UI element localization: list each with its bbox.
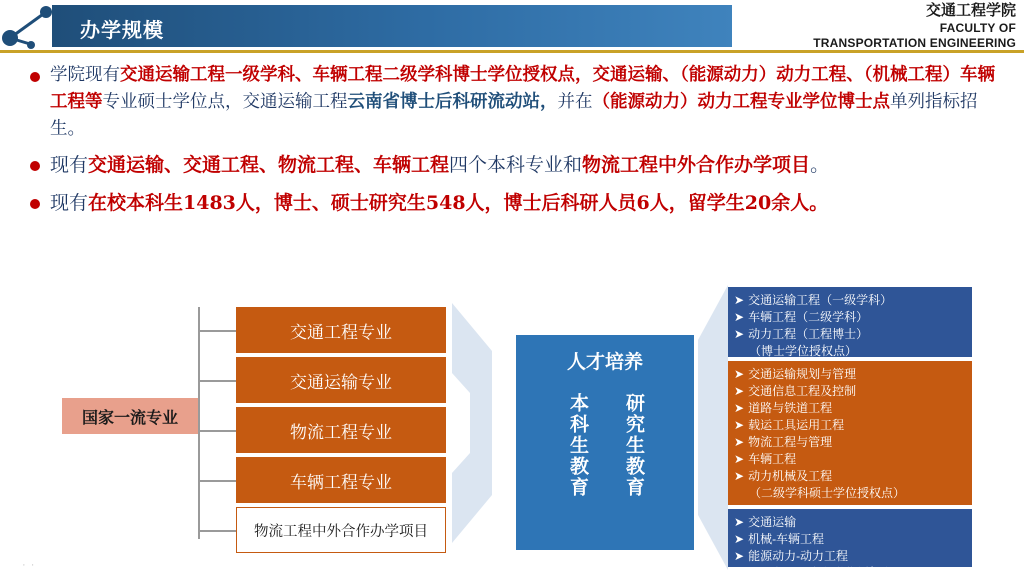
program-structure-diagram — [0, 285, 1024, 581]
chevron-right-icon: ➤ — [734, 549, 745, 564]
major-box-1[interactable]: 交通工程专业 — [236, 307, 446, 354]
connector-branch — [198, 380, 236, 382]
program-item — [734, 343, 966, 360]
connector-branch — [198, 530, 236, 532]
master-discipline-programs-box — [728, 361, 972, 505]
bullet-text-3 — [50, 189, 1010, 218]
connector-line — [198, 307, 238, 539]
program-item — [734, 531, 966, 548]
program-item-label: 交通运输工程（一级学科） — [748, 293, 893, 307]
connector-branch — [198, 330, 236, 332]
institution-name-en-line1: FACULTY OF — [939, 20, 1016, 35]
major-box-2[interactable]: 交通运输专业 — [236, 357, 446, 404]
talent-cultivation-box — [516, 335, 694, 550]
list-item — [18, 151, 1010, 180]
arrow-to-programs-icon — [694, 285, 728, 570]
decorative-node-icon — [0, 0, 60, 52]
bullet-dot-icon — [30, 199, 40, 209]
chevron-right-icon: ➤ — [734, 418, 745, 433]
program-item — [734, 417, 966, 434]
doctoral-programs-box — [728, 287, 972, 357]
program-item — [734, 548, 966, 565]
program-item — [734, 451, 966, 468]
program-item — [734, 400, 966, 417]
chevron-right-icon: ➤ — [734, 452, 745, 467]
program-item-label: 能源动力-动力工程 — [748, 549, 849, 564]
major-box-3[interactable]: 物流工程专业 — [236, 407, 446, 454]
program-item — [734, 468, 966, 485]
text-segment: 现有 — [50, 154, 89, 177]
footer-mark: · · — [22, 559, 36, 571]
chevron-right-icon: ➤ — [734, 293, 745, 307]
chevron-right-icon: ➤ — [734, 532, 745, 547]
chevron-right-icon: ➤ — [734, 310, 745, 325]
list-item — [18, 62, 1010, 143]
program-item — [734, 366, 966, 383]
page-title: 办学规模 — [80, 20, 164, 42]
program-item-label: 动力机械及工程 — [748, 469, 833, 484]
text-segment: 现有 — [50, 191, 89, 214]
chevron-right-icon: ➤ — [734, 515, 745, 529]
text-segment: 物流工程中外合作办学项目 — [582, 154, 811, 177]
text-segment: 四个本科专业和 — [449, 154, 583, 177]
bullet-list — [18, 62, 1010, 226]
program-item — [734, 514, 966, 531]
chevron-right-icon: ➤ — [734, 367, 745, 381]
program-item — [734, 383, 966, 400]
text-segment: 在校本科生1483人，博士、硕士研究生548人，博士后科研人员6人，留学生20余人。 — [88, 191, 829, 214]
program-item-label: 机械-车辆工程 — [748, 532, 825, 547]
text-segment: 单列指标招生。 — [50, 92, 978, 140]
program-item-label: 交通运输规划与管理 — [748, 367, 857, 381]
text-segment: 交通运输、交通工程、物流工程、车辆工程 — [88, 154, 450, 177]
program-item-label: 交通信息工程及控制 — [748, 384, 857, 399]
flagship-major-badge: 国家一流专业 — [62, 398, 198, 434]
program-item-label: 载运工具运用工程 — [748, 418, 845, 433]
bullet-dot-icon — [30, 72, 40, 82]
list-item — [18, 189, 1010, 218]
undergraduate-education-label: 本科生教育 — [567, 393, 588, 498]
connector-branch — [198, 480, 236, 482]
institution-name-cn: 交通工程学院 — [925, 2, 1016, 19]
text-segment: （能源动力）动力工程专业学位博士点 — [592, 92, 890, 113]
program-item — [734, 565, 966, 582]
program-item — [734, 326, 966, 343]
major-box-5[interactable]: 物流工程中外合作办学项目 — [236, 507, 446, 553]
connector-branch — [198, 430, 236, 432]
program-item-label: （博士学位授权点） — [749, 344, 858, 359]
text-segment: 并在 — [557, 92, 593, 113]
program-item-label: 道路与铁道工程 — [748, 401, 833, 416]
chevron-right-icon: ➤ — [734, 469, 745, 484]
institution-name-en-line2: TRANSPORTATION ENGINEERING — [813, 35, 1016, 50]
chevron-right-icon: ➤ — [734, 327, 745, 342]
text-segment: 学院现有 — [50, 65, 120, 85]
program-item — [734, 485, 966, 502]
chevron-right-icon: ➤ — [734, 435, 745, 450]
program-item — [734, 292, 966, 309]
program-item-label: 动力工程（工程博士） — [748, 327, 869, 342]
program-item-label: 物流工程与管理 — [748, 435, 833, 450]
program-item — [734, 434, 966, 451]
program-item-label: （二级学科硕士学位授权点） — [749, 486, 906, 501]
slide-header — [0, 0, 1024, 52]
text-segment: 专业硕士学位点，交通运输工程 — [102, 92, 348, 113]
bullet-text-2 — [50, 151, 1010, 180]
institution-branding — [813, 2, 1016, 51]
bullet-dot-icon — [30, 161, 40, 171]
chevron-right-icon: ➤ — [734, 384, 745, 399]
text-segment: 云南省博士后科研流动站， — [347, 92, 558, 113]
text-segment: 。 — [810, 154, 830, 177]
major-box-4[interactable]: 车辆工程专业 — [236, 457, 446, 504]
text-segment: 交通运输工程一级学科、车辆工程二级学科博士学位授权点，交通运输、（能源动力）动力工程、（机械工程）车辆工程等 — [50, 65, 995, 113]
bullet-text-1 — [50, 62, 1010, 143]
chevron-right-icon: ➤ — [734, 401, 745, 416]
program-item-label: （工程硕士专业学位授权点） — [749, 566, 906, 581]
header-divider — [0, 50, 1024, 53]
center-title: 人才培养 — [566, 352, 643, 373]
arrow-to-center-icon — [452, 303, 510, 543]
program-item-label: 车辆工程（二级学科） — [748, 310, 869, 325]
program-item-label: 交通运输 — [748, 515, 797, 529]
professional-master-programs-box — [728, 509, 972, 581]
program-item-label: 车辆工程 — [748, 452, 797, 467]
graduate-education-label: 研究生教育 — [622, 393, 644, 498]
program-item — [734, 309, 966, 326]
header-title-bar — [52, 5, 732, 47]
